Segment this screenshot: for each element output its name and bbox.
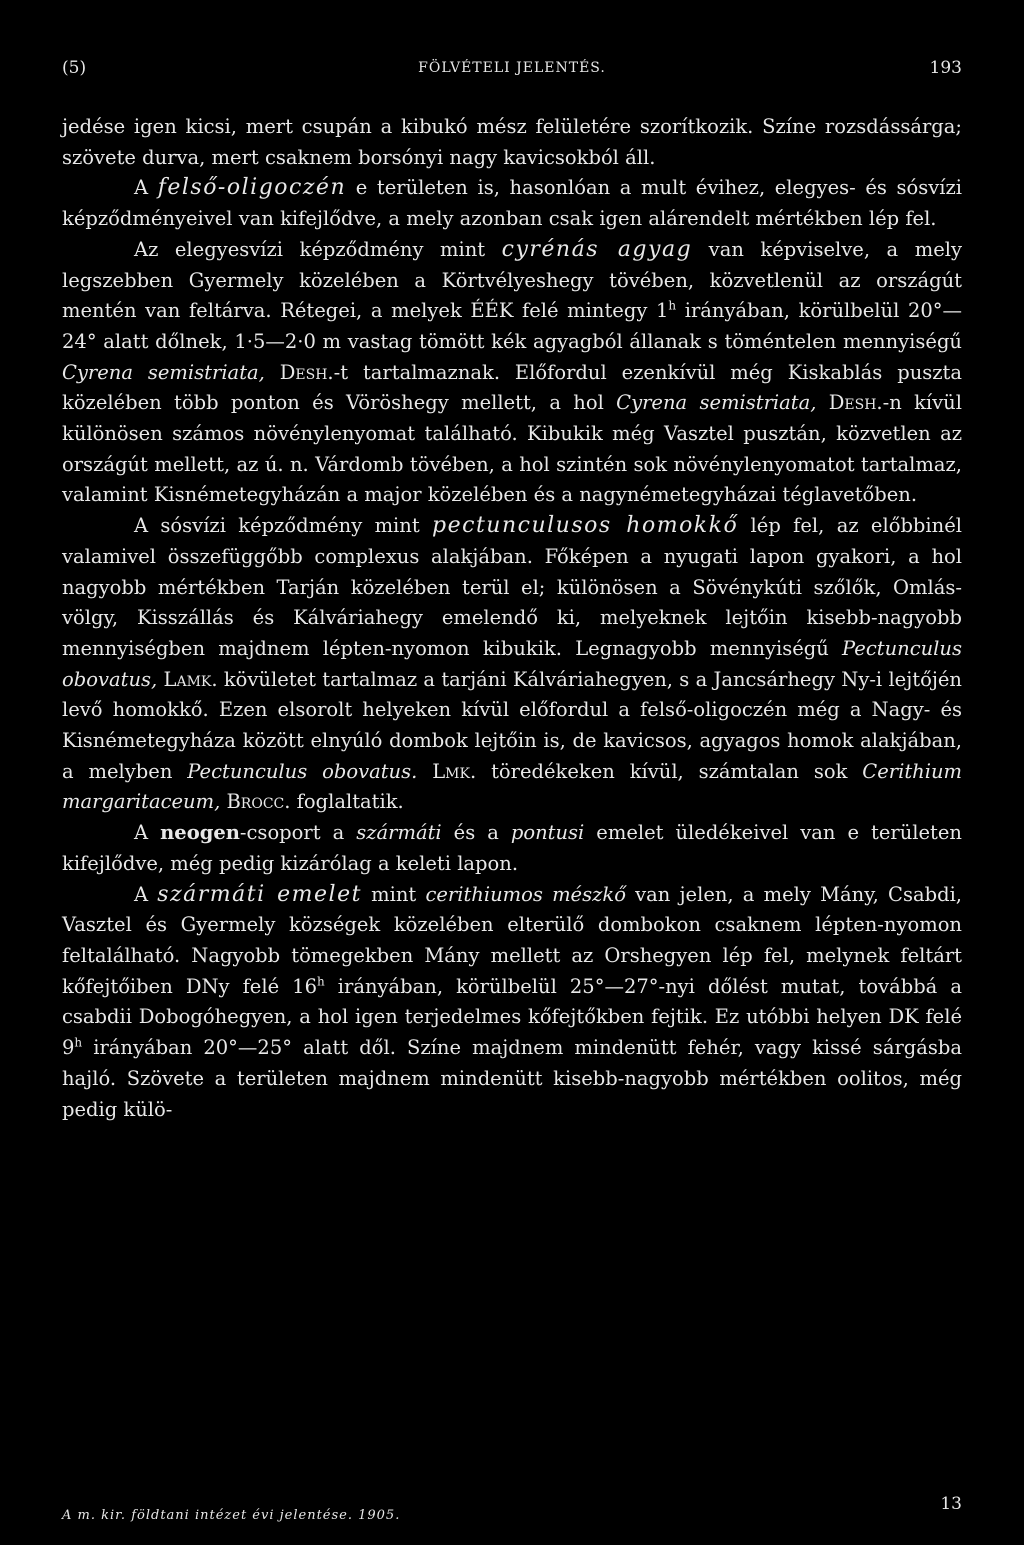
p6-text-c: mint xyxy=(361,882,426,906)
footer-journal: A m. kir. földtani intézet évi jelentése. 1905. xyxy=(62,1508,401,1523)
paragraph-4 xyxy=(62,511,962,818)
header-running-title: FÖLVÉTELI JELENTÉS. xyxy=(418,60,606,76)
paragraph-2 xyxy=(62,173,962,234)
species-pectunculus-obovatus-2: Pectunculus obovatus. xyxy=(187,759,418,783)
p6-text-a: A xyxy=(134,882,158,906)
p4-text-c: lép fel, az előbbinél valamivel összefüggőbb complexus alakjában. Főképen a nyugati lapon gyakori, a hol nagyobb mértékben Tarján közelében terül el; különösen a Sövénykúti szőlők, Omlás-völgy, Kisszállás és Kálváriahegy emelendő ki, melyeknek lejtőin kisebb-nagyobb mennyiségben majdnem lépten-nyomon kibukik. Legnagyobb mennyiségű xyxy=(62,514,962,660)
page-footer xyxy=(62,1494,962,1530)
p3-text-e: irányában, körülbelül 20°—24° alatt dőlnek, 1·5—2·0 m vastag tömött kék agyagból állanak s töméntelen mennyiségű xyxy=(62,299,963,353)
p3-text-a: Az elegyesvízi képződmény mint xyxy=(134,237,502,261)
species-cerithium-margaritaceum: Cerithium margaritaceum, xyxy=(62,759,962,814)
species-cyrena-semistriata: Cyrena semistriata, xyxy=(62,360,265,384)
author-desh: Desh. xyxy=(264,360,334,384)
term-cyrenas-agyag: cyrénás agyag xyxy=(501,236,693,262)
footer-signature: 13 xyxy=(940,1494,962,1514)
author-lmk: Lmk. xyxy=(417,759,477,783)
author-lamk: Lamk. xyxy=(157,667,218,691)
header-page-number: 193 xyxy=(929,58,962,78)
p3-text-k: -n kívül különösen számos növénylenyomat található. Kibukik még Vasztel pusztán, közvetlen az országút mellett, az ú. n. Várdomb tövében, a hol szintén sok növénylenyomatot tartalmaz, valamint Kisnémetegyházán a major közelében és a nagynémetegyházai téglavetőben. xyxy=(62,391,962,507)
body-text xyxy=(62,112,962,1125)
p3-superscript-h: h xyxy=(668,298,677,313)
p6-superscript-h: h xyxy=(317,974,325,989)
term-sarmati: szármáti xyxy=(356,821,442,845)
term-pectunculusos-homokko: pectunculusos homokkő xyxy=(432,513,739,539)
term-cerithiumos-meszko: cerithiumos mészkő xyxy=(425,882,626,906)
term-pontusi: pontusi xyxy=(510,821,585,845)
paragraph-6 xyxy=(62,880,962,1126)
author-brocc: Brocc. xyxy=(220,790,291,814)
author-desh-2: Desh. xyxy=(816,391,883,415)
p5-text-g: emelet üledékeivel van e területen kifejlődve, még pedig kizárólag a keleti lapon. xyxy=(62,821,962,875)
p3-text-c: van képviselve, a mely legszebben Gyermely közelében a Körtvélyeshegy tövében, közvetlenül az országút mentén van feltárva. Rétegei, a melyek ÉÉK felé mintegy 1 xyxy=(62,237,962,323)
p4-text-i: töredékeken kívül, számtalan sok xyxy=(476,759,863,783)
paragraph-5 xyxy=(62,818,962,879)
species-cyrena-semistriata-2: Cyrena semistriata, xyxy=(616,391,817,415)
p2-text-a: A xyxy=(134,176,158,200)
p5-text-c: -csoport a xyxy=(239,821,357,845)
paragraph-1 xyxy=(62,112,962,173)
header-page-ref: (5) xyxy=(62,58,87,78)
term-felso-oligoczen: felső-oligoczén xyxy=(157,175,347,201)
paragraph-3 xyxy=(62,235,962,511)
term-sarmati-emelet: szármáti emelet xyxy=(157,881,362,907)
p6-text-i: irányában 20°—25° alatt dől. Színe majdnem mindenütt fehér, vagy kissé sárgásba hajló. Szövete a területen majdnem mindenütt kisebb-nagyobb mértékben oolitos, még pedig külö- xyxy=(62,1036,962,1121)
running-header xyxy=(62,58,962,86)
species-pectunculus-obovatus: Pectunculus obovatus, xyxy=(62,636,962,691)
p6-text-e: van jelen, a mely Mány, Csabdi, Vasztel és Gyermely községek közelében elterülő dombokon csaknem lépten-nyomon feltalálható. Nagyobb tömegekben Mány mellett az Orshegyen lép fel, melynek feltárt kőfejtőiben DNy felé 16 xyxy=(62,882,963,998)
p4-text-a: A sósvízi képződmény mint xyxy=(134,514,433,538)
p3-text-h: -t tartalmaznak. Előfordul ezenkívül még Kiskablás puszta közelében több ponton és Vöröshegy mellett, a hol xyxy=(62,360,962,415)
p6-superscript-h-2: h xyxy=(74,1035,83,1050)
term-neogen: neogen xyxy=(160,821,240,845)
p4-text-f: kövületet tartalmaz a tarjáni Kálváriahegyen, s a Jancsárhegy Ny-i lejtőjén levő homokkő. Ezen elsorolt helyeken kívül előfordul a felső-oligoczén még a Nagy- és Kisnémetegyháza között elnyúló dombok lejtőin is, de kavicsos, agyagos homok alakjában, a melyben xyxy=(62,667,962,783)
p5-text-e: és a xyxy=(441,821,511,845)
document-page xyxy=(62,0,962,1545)
p1-text: jedése igen kicsi, mert csupán a kibukó mész felületére szorítkozik. Színe rozsdássárga; szövete durva, mert csaknem borsónyi nagy kavicsokból áll. xyxy=(62,115,962,169)
p5-text-a: A xyxy=(134,821,161,845)
p6-text-g: irányában, körülbelül 25°—27°-nyi dőlést mutat, továbbá a csabdii Dobogóhegyen, a hol igen terjedelmes kőfejtőkben fejtik. Ez utóbbi helyen DK felé 9 xyxy=(62,974,962,1060)
p4-text-l: foglaltatik. xyxy=(290,790,404,814)
p2-text-c: e területen is, hasonlóan a mult évihez, elegyes- és sósvízi képződményeivel van kifejlődve, a mely azonban csak igen alárendelt mértékben lép fel. xyxy=(62,176,963,231)
